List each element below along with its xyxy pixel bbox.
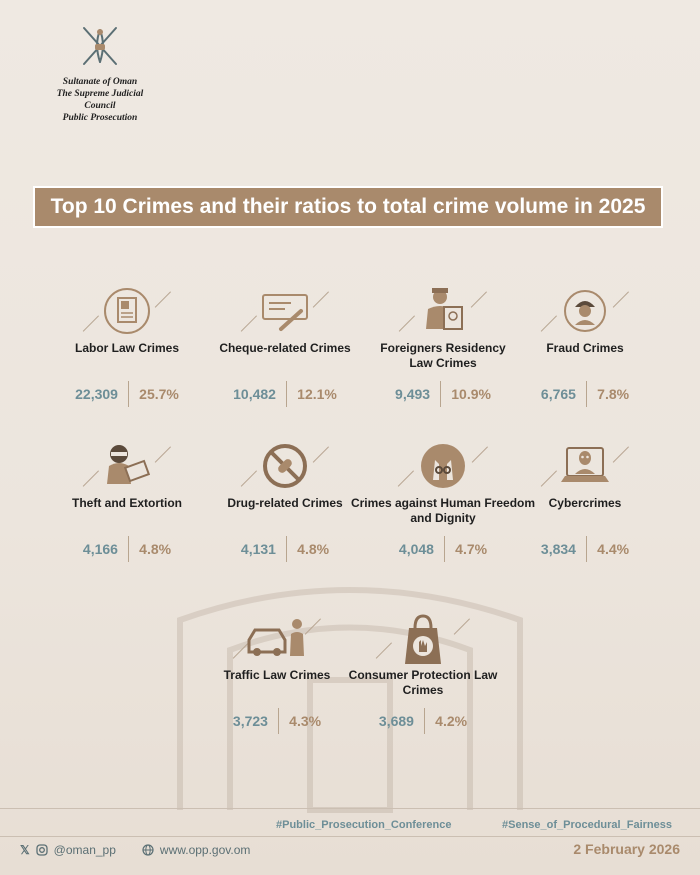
hashtag-fairness[interactable]: #Sense_of_Procedural_Fairness: [502, 819, 672, 831]
crime-count: 4,048: [398, 541, 434, 557]
crime-card-traffic: [202, 612, 352, 734]
crime-label: Labor Law Crimes: [74, 341, 180, 355]
hashtag-conference[interactable]: #Public_Prosecution_Conference: [276, 819, 452, 831]
cheque-pen-icon: [257, 285, 313, 337]
crime-card-theft: [52, 440, 202, 562]
fraudster-icon: [559, 285, 611, 337]
crime-label: Cheque-related Crimes: [219, 341, 351, 355]
website-link[interactable]: www.opp.gov.om: [159, 843, 251, 857]
crime-label: Foreigners Residency Law Crimes: [380, 341, 506, 370]
khanjar-emblem-icon: [78, 24, 122, 70]
crime-percent: 4.7%: [455, 541, 488, 557]
publish-date: 2 February 2026: [573, 841, 680, 857]
crime-label: Drug-related Crimes: [227, 496, 343, 510]
crime-percent: 4.8%: [297, 541, 330, 557]
crime-label: Fraud Crimes: [546, 341, 624, 355]
crime-count: 6,765: [540, 386, 576, 402]
instagram-icon[interactable]: [36, 844, 48, 856]
page-title: Top 10 Crimes and their ratios to total crime volume in 2025: [33, 186, 663, 228]
crime-card-drugs: [210, 440, 360, 562]
crime-count: 22,309: [75, 386, 118, 402]
crime-count: 3,834: [540, 541, 576, 557]
crime-count: 9,493: [395, 386, 431, 402]
crime-card-fraud: [510, 285, 660, 407]
crime-count: 3,723: [232, 713, 268, 729]
crime-card-residency: [368, 285, 518, 407]
crime-card-labor: [52, 285, 202, 407]
globe-icon: [142, 844, 154, 856]
crime-percent: 7.8%: [597, 386, 630, 402]
labor-document-icon: [101, 285, 153, 337]
crime-label: Crimes against Human Freedom and Dignity: [350, 496, 536, 525]
org-line-3: Public Prosecution: [62, 113, 138, 123]
crime-percent: 10.9%: [451, 386, 491, 402]
crime-count: 10,482: [233, 386, 276, 402]
crime-count: 4,166: [82, 541, 118, 557]
social-handle[interactable]: @oman_pp: [53, 843, 116, 857]
crime-percent: 4.2%: [435, 713, 468, 729]
crime-card-cheque: [210, 285, 360, 407]
org-line-1: Sultanate of Oman: [62, 77, 138, 87]
no-drugs-icon: [259, 440, 311, 492]
crime-card-consumer: [345, 612, 501, 734]
chained-hands-icon: [417, 440, 469, 492]
shopping-bag-stop-icon: [397, 612, 449, 668]
divider-top: [0, 808, 700, 809]
officer-passport-icon: [416, 285, 470, 337]
thief-icon: [101, 440, 153, 492]
crime-count: 4,131: [240, 541, 276, 557]
crime-label: Consumer Protection Law Crimes: [348, 668, 498, 697]
divider-bottom: [0, 836, 700, 837]
crime-percent: 4.8%: [139, 541, 172, 557]
org-line-2: The Supreme Judicial Council: [56, 89, 144, 111]
crime-label: Traffic Law Crimes: [223, 668, 331, 682]
crime-label: Theft and Extortion: [72, 496, 182, 510]
crime-percent: 25.7%: [139, 386, 179, 402]
social-links: [20, 843, 250, 857]
crime-percent: 4.3%: [289, 713, 322, 729]
hacker-laptop-icon: [557, 440, 613, 492]
car-police-icon: [245, 612, 309, 664]
crime-count: 3,689: [378, 713, 414, 729]
crime-percent: 4.4%: [597, 541, 630, 557]
emblem-logo: [40, 24, 160, 124]
x-icon[interactable]: 𝕏: [20, 843, 30, 857]
crime-label: Cybercrimes: [548, 496, 622, 510]
crime-card-cyber: [510, 440, 660, 562]
crime-percent: 12.1%: [297, 386, 337, 402]
